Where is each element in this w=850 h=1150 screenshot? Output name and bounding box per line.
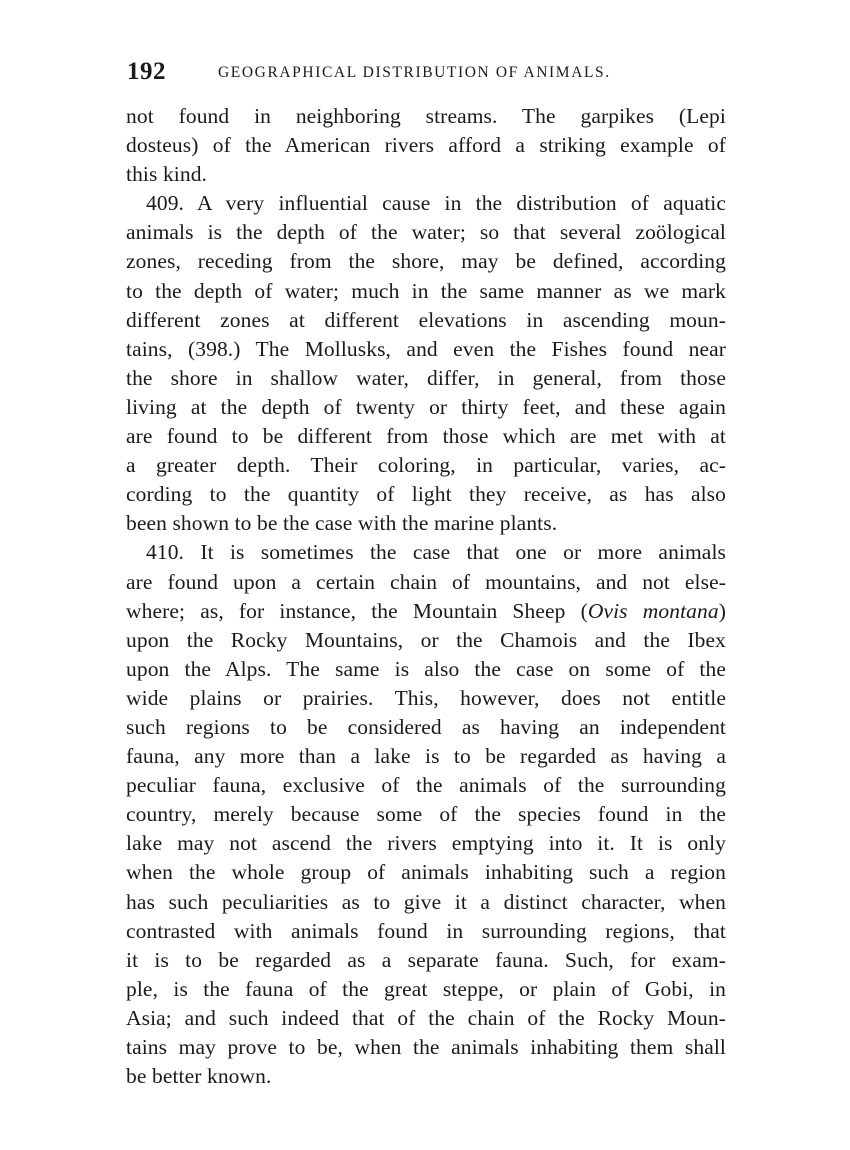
text-line: are found to be different from those which are met with at (126, 424, 726, 449)
text-line: upon the Rocky Mountains, or the Chamois and the Ibex (126, 627, 726, 652)
text-line: to the depth of water; much in the same manner as we mark (126, 278, 726, 303)
text-line: has such peculiarities as to give it a distinct character, when (126, 889, 726, 914)
text-line: tains, (398.) The Mollusks, and even the Fishes found near (126, 336, 726, 361)
running-head: GEOGRAPHICAL DISTRIBUTION OF ANIMALS. (218, 64, 611, 81)
paragraph-409-start: 409. A very influential cause in the distribution of aquatic (146, 191, 726, 216)
text-line: wide plains or prairies. This, however, does not entitle (126, 685, 726, 710)
text-line: fauna, any more than a lake is to be regarded as having a (126, 744, 726, 769)
text-line: living at the depth of twenty or thirty feet, and these again (126, 394, 726, 419)
text-line: contrasted with animals found in surrounding regions, that (126, 918, 726, 943)
text-line: ple, is the fauna of the great steppe, or plain of Gobi, in (126, 976, 726, 1001)
text-line: the shore in shallow water, differ, in general, from those (126, 365, 726, 390)
text-line: animals is the depth of the water; so that several zoölogical (126, 220, 726, 245)
paragraph-410-start: 410. It is sometimes the case that one or more animals (146, 540, 726, 565)
text-line: different zones at different elevations in ascending moun- (126, 307, 726, 332)
text-line: when the whole group of animals inhabiting such a region (126, 860, 726, 885)
text-line: cording to the quantity of light they receive, as has also (126, 482, 726, 507)
page-header (125, 58, 725, 88)
text-line: dosteus) of the American rivers afford a striking example of (126, 133, 726, 158)
text-line: tains may prove to be, when the animals inhabiting them shall (126, 1035, 726, 1059)
text-line: such regions to be considered as having an independent (126, 714, 726, 739)
body-text (126, 102, 726, 1091)
species-name-italic: Ovis montana (587, 598, 719, 623)
text-line: lake may not ascend the rivers emptying into it. It is only (126, 831, 726, 856)
text-line: upon the Alps. The same is also the case on some of the (126, 656, 726, 681)
text-line: be better known. (126, 1064, 272, 1089)
text-line: it is to be regarded as a separate fauna. Such, for exam- (126, 947, 726, 972)
text-line-with-italic (126, 597, 726, 626)
text-segment: ) (718, 598, 726, 623)
text-line: Asia; and such indeed that of the chain of the Rocky Moun- (126, 1005, 726, 1030)
text-line: are found upon a certain chain of mountains, and not else- (126, 569, 726, 594)
page-number: 192 (127, 58, 166, 85)
text-line: not found in neighboring streams. The garpikes (Lepi (126, 104, 726, 128)
text-line: peculiar fauna, exclusive of the animals of the surrounding (126, 773, 726, 798)
text-segment: where; as, for instance, the Mountain Sheep ( (126, 598, 588, 623)
text-line: been shown to be the case with the marine plants. (126, 511, 558, 536)
text-line: a greater depth. Their coloring, in particular, varies, ac- (126, 453, 726, 478)
text-line: zones, receding from the shore, may be defined, according (126, 249, 726, 274)
text-line: this kind. (126, 162, 208, 187)
text-line: country, merely because some of the species found in the (126, 802, 726, 827)
